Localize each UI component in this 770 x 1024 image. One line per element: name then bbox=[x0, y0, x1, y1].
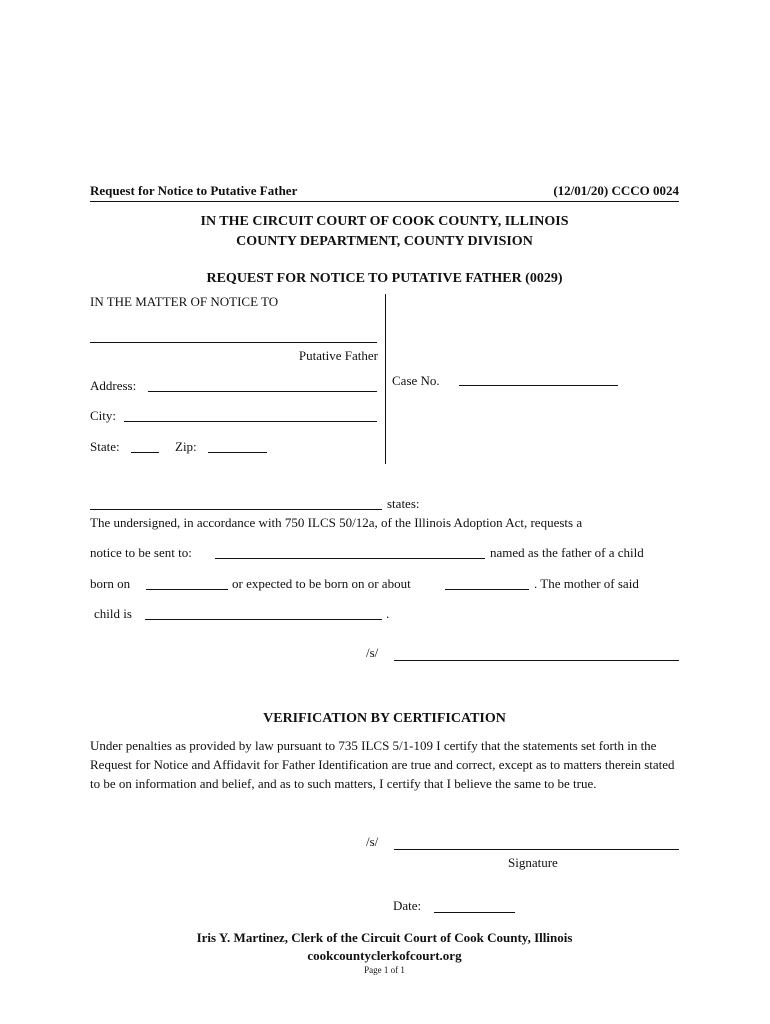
case-no-label: Case No. bbox=[392, 373, 440, 388]
date-line[interactable] bbox=[434, 912, 515, 913]
notice-prefix: notice to be sent to: bbox=[90, 545, 192, 560]
child-is-label: child is bbox=[94, 606, 132, 621]
born-suffix: . The mother of said bbox=[534, 576, 639, 591]
period: . bbox=[386, 606, 390, 621]
form-name: Request for Notice to Putative Father bbox=[90, 183, 298, 198]
signature-label: Signature bbox=[508, 855, 558, 870]
zip-label: Zip: bbox=[175, 439, 197, 454]
header-rule bbox=[90, 201, 679, 202]
request-signature-line[interactable] bbox=[394, 660, 679, 661]
date-label: Date: bbox=[393, 898, 422, 913]
verification-signature-prefix: /s/ bbox=[366, 834, 379, 849]
city-label: City: bbox=[90, 408, 117, 423]
born-prefix: born on bbox=[90, 576, 131, 591]
request-sentence: The undersigned, in accordance with 750 ILCS 50/12a, of the Illinois Adoption Act, requests a bbox=[90, 515, 583, 530]
clerk-website[interactable]: cookcountyclerkofcourt.org bbox=[307, 948, 462, 963]
court-department: COUNTY DEPARTMENT, COUNTY DIVISION bbox=[236, 234, 533, 249]
verification-signature-line[interactable] bbox=[394, 849, 679, 850]
case-no-line[interactable] bbox=[459, 385, 618, 386]
address-label: Address: bbox=[90, 378, 137, 393]
petitioner-name-line[interactable] bbox=[90, 509, 382, 510]
address-line[interactable] bbox=[148, 391, 377, 392]
form-code: (12/01/20) CCCO 0024 bbox=[553, 183, 679, 198]
notice-suffix: named as the father of a child bbox=[490, 545, 644, 560]
putative-father-label: Putative Father bbox=[298, 348, 378, 363]
zip-line[interactable] bbox=[208, 452, 267, 453]
state-label: State: bbox=[90, 439, 120, 454]
city-line[interactable] bbox=[124, 421, 377, 422]
page-number: Page 1 of 1 bbox=[364, 965, 405, 975]
mother-name-line[interactable] bbox=[145, 619, 382, 620]
matter-label: IN THE MATTER OF NOTICE TO bbox=[90, 294, 279, 309]
notice-recipient-line[interactable] bbox=[215, 558, 485, 559]
signature-prefix: /s/ bbox=[366, 645, 379, 660]
state-line[interactable] bbox=[131, 452, 159, 453]
expected-birth-date-line[interactable] bbox=[445, 589, 529, 590]
verification-heading: VERIFICATION BY CERTIFICATION bbox=[263, 711, 506, 726]
states-label: states: bbox=[387, 496, 420, 511]
caption-divider bbox=[385, 294, 386, 464]
clerk-name: Iris Y. Martinez, Clerk of the Circuit Court of Cook County, Illinois bbox=[196, 930, 573, 945]
court-name: IN THE CIRCUIT COURT OF COOK COUNTY, ILLINOIS bbox=[200, 214, 569, 229]
birth-date-line[interactable] bbox=[146, 589, 228, 590]
putative-father-name-line[interactable] bbox=[90, 342, 377, 343]
born-middle: or expected to be born on or about bbox=[232, 576, 411, 591]
verification-text: Under penalties as provided by law pursuant to 735 ILCS 5/1-109 I certify that the statements set forth in the Request for Notice and Affidavit for Father Identification are true and correct, except as to matters therein stated to be on information and belief, and as to such matters, I certify that I believe the same to be true. bbox=[90, 738, 675, 791]
document-title: REQUEST FOR NOTICE TO PUTATIVE FATHER (0029) bbox=[206, 271, 563, 286]
